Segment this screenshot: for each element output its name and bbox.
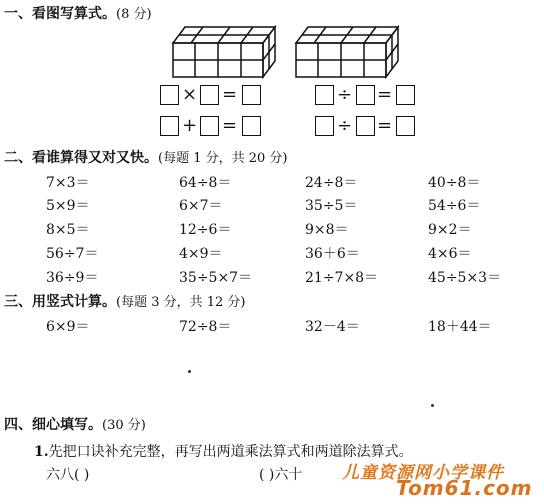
section-1-header [4,3,152,23]
problem: 7×3＝ [46,175,90,191]
problem: 12÷6＝ [179,222,232,238]
problem: 35÷5×7＝ [179,270,253,286]
section-1-score: (8 分) [116,7,152,22]
section-4-title: 四、细心填写。 [4,417,102,433]
section-4-score: (30 分) [102,418,146,433]
answer-box[interactable] [200,85,219,105]
equals-sign: = [377,84,393,105]
plus-sign: + [182,115,198,136]
vertical-calc-problem: 72÷8＝ [179,319,232,335]
problem: 8×5＝ [46,222,90,238]
section-3-header [4,291,246,311]
divide-sign: ÷ [337,115,353,136]
section-2-score: (每题 1 分，共 20 分) [158,151,288,166]
answer-box[interactable] [356,85,375,105]
vertical-calc-problem: 32－4＝ [305,319,360,335]
problem: 64÷8＝ [179,175,232,191]
problem: 54÷6＝ [428,198,481,214]
section-3-title: 三、用竖式计算。 [4,294,116,310]
problem: 56÷7＝ [46,246,99,262]
problem: 36＋6＝ [305,246,360,262]
section-4-header [4,414,146,434]
answer-box[interactable] [315,116,334,136]
problem: 35÷5＝ [305,198,358,214]
problem: 4×6＝ [428,246,472,262]
vertical-calc-problem: 18＋44＝ [428,319,492,335]
answer-box[interactable] [242,116,261,136]
problem: 45÷5×3＝ [428,270,502,286]
answer-box[interactable] [315,85,334,105]
equals-sign: = [222,115,238,136]
equals-sign: = [222,84,238,105]
problem: 4×9＝ [179,246,223,262]
problem: 9×8＝ [305,222,349,238]
block-figure-right [278,25,403,80]
times-sign: × [182,84,198,105]
divide-sign: ÷ [337,84,353,105]
problem: 6×7＝ [179,198,223,214]
section-3-score: (每题 3 分，共 12 分) [116,295,246,310]
answer-box[interactable] [200,116,219,136]
watermark-line-2: Tom61.com [396,476,533,500]
problem: 40÷8＝ [428,175,481,191]
answer-box[interactable] [396,85,415,105]
problem: 36÷9＝ [46,270,99,286]
fill-blank-liushi: ( )六十 [259,467,303,483]
vertical-calc-problem: 6×9＝ [46,319,90,335]
watermark-line-1: 儿童资源网小学课件 [342,463,504,483]
fill-blank-liuba: 六八( ) [46,467,90,483]
answer-box[interactable] [396,116,415,136]
answer-box[interactable] [356,116,375,136]
block-figure-left [155,25,280,80]
section-1-title: 一、看图写算式。 [4,6,116,22]
question-number: 1. [34,444,49,460]
scan-speck [188,370,191,373]
section-2-header [4,147,288,167]
problem: 21÷7×8＝ [305,270,379,286]
equals-sign: = [377,115,393,136]
problem: 9×2＝ [428,222,472,238]
answer-box[interactable] [160,116,179,136]
problem: 24÷8＝ [305,175,358,191]
question-text: 先把口诀补充完整，再写出两道乘法算式和两道除法算式。 [48,444,413,460]
scan-speck [431,404,434,407]
answer-box[interactable] [242,85,261,105]
answer-box[interactable] [160,85,179,105]
section-2-title: 二、看谁算得又对又快。 [4,150,158,166]
problem: 5×9＝ [46,198,90,214]
